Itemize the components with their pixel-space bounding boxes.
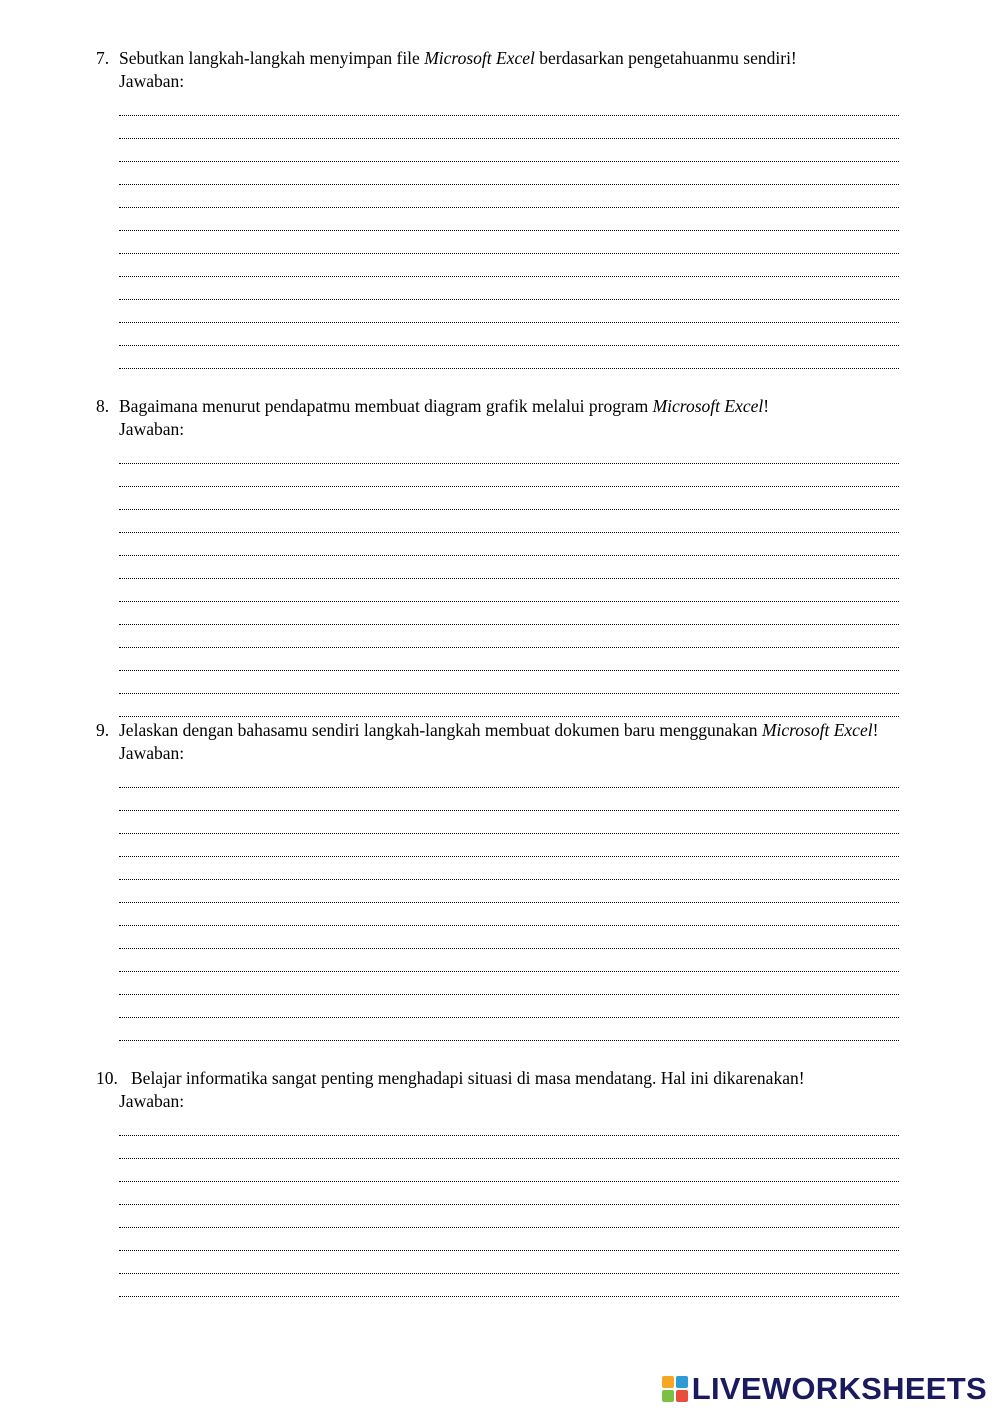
answer-dotted-line[interactable] bbox=[119, 231, 899, 254]
answer-dotted-line[interactable] bbox=[119, 602, 899, 625]
answer-dotted-line[interactable] bbox=[119, 346, 899, 369]
question-number: 9. bbox=[96, 720, 110, 740]
question-text-part: ! bbox=[763, 396, 770, 416]
answer-dotted-line[interactable] bbox=[119, 625, 899, 648]
question-text-part: berdasarkan pengetahuanmu sendiri! bbox=[534, 48, 797, 68]
question-8 bbox=[96, 395, 902, 717]
answer-dotted-line[interactable] bbox=[119, 1251, 899, 1274]
answer-dotted-line[interactable] bbox=[119, 254, 899, 277]
answer-dotted-line[interactable] bbox=[119, 579, 899, 602]
answer-dotted-line[interactable] bbox=[119, 1159, 899, 1182]
question-number: 10. bbox=[96, 1068, 118, 1088]
answer-dotted-line[interactable] bbox=[119, 694, 899, 717]
answer-dotted-line[interactable] bbox=[119, 1182, 899, 1205]
question-7 bbox=[96, 47, 902, 369]
answer-dotted-line[interactable] bbox=[119, 1113, 899, 1136]
answer-area[interactable] bbox=[96, 93, 902, 369]
answer-dotted-line[interactable] bbox=[119, 880, 899, 903]
question-text-italic: Microsoft Excel bbox=[424, 48, 535, 68]
answer-dotted-line[interactable] bbox=[119, 949, 899, 972]
answer-dotted-line[interactable] bbox=[119, 556, 899, 579]
answer-dotted-line[interactable] bbox=[119, 671, 899, 694]
answer-dotted-line[interactable] bbox=[119, 1018, 899, 1041]
answer-dotted-line[interactable] bbox=[119, 811, 899, 834]
question-9-text bbox=[96, 719, 902, 742]
question-text-italic: Microsoft Excel bbox=[652, 396, 764, 416]
answer-dotted-line[interactable] bbox=[119, 995, 899, 1018]
answer-label: Jawaban: bbox=[119, 419, 185, 439]
answer-area[interactable] bbox=[96, 441, 902, 717]
answer-area[interactable] bbox=[96, 1113, 902, 1297]
answer-dotted-line[interactable] bbox=[119, 788, 899, 811]
answer-area[interactable] bbox=[96, 765, 902, 1041]
question-text-italic: Microsoft Excel bbox=[761, 720, 873, 740]
answer-label: Jawaban: bbox=[119, 743, 185, 763]
answer-dotted-line[interactable] bbox=[119, 139, 899, 162]
answer-dotted-line[interactable] bbox=[119, 185, 899, 208]
answer-dotted-line[interactable] bbox=[119, 765, 899, 788]
answer-dotted-line[interactable] bbox=[119, 277, 899, 300]
brand-name: LIVEWORKSHEETS bbox=[691, 1371, 987, 1406]
answer-dotted-line[interactable] bbox=[119, 441, 899, 464]
answer-dotted-line[interactable] bbox=[119, 1228, 899, 1251]
answer-label: Jawaban: bbox=[119, 71, 185, 91]
answer-dotted-line[interactable] bbox=[119, 903, 899, 926]
answer-dotted-line[interactable] bbox=[119, 834, 899, 857]
liveworksheets-logo-icon bbox=[662, 1376, 688, 1402]
answer-dotted-line[interactable] bbox=[119, 208, 899, 231]
answer-dotted-line[interactable] bbox=[119, 300, 899, 323]
answer-label: Jawaban: bbox=[119, 1091, 185, 1111]
question-text-part: ! bbox=[872, 720, 879, 740]
question-7-text bbox=[96, 47, 902, 70]
question-number: 8. bbox=[96, 396, 110, 416]
question-8-text bbox=[96, 395, 902, 418]
answer-dotted-line[interactable] bbox=[119, 323, 899, 346]
question-9 bbox=[96, 719, 902, 1041]
answer-dotted-line[interactable] bbox=[119, 1274, 899, 1297]
answer-dotted-line[interactable] bbox=[119, 857, 899, 880]
liveworksheets-brand[interactable] bbox=[662, 1371, 987, 1407]
question-text-part: Belajar informatika sangat penting menghadapi situasi di masa mendatang. Hal ini dikarenakan! bbox=[131, 1068, 805, 1088]
question-10 bbox=[96, 1067, 902, 1297]
answer-dotted-line[interactable] bbox=[119, 93, 899, 116]
answer-dotted-line[interactable] bbox=[119, 116, 899, 139]
question-number: 7. bbox=[96, 48, 110, 68]
answer-dotted-line[interactable] bbox=[119, 1205, 899, 1228]
question-text-part: Jelaskan dengan bahasamu sendiri langkah-langkah membuat dokumen baru menggunakan bbox=[119, 720, 762, 740]
question-text-part: Bagaimana menurut pendapatmu membuat diagram grafik melalui program bbox=[119, 396, 653, 416]
answer-dotted-line[interactable] bbox=[119, 162, 899, 185]
answer-dotted-line[interactable] bbox=[119, 972, 899, 995]
answer-dotted-line[interactable] bbox=[119, 926, 899, 949]
answer-dotted-line[interactable] bbox=[119, 464, 899, 487]
answer-dotted-line[interactable] bbox=[119, 510, 899, 533]
question-10-text bbox=[96, 1067, 902, 1090]
question-text-part: Sebutkan langkah-langkah menyimpan file bbox=[119, 48, 425, 68]
answer-dotted-line[interactable] bbox=[119, 648, 899, 671]
answer-dotted-line[interactable] bbox=[119, 1136, 899, 1159]
answer-dotted-line[interactable] bbox=[119, 533, 899, 556]
answer-dotted-line[interactable] bbox=[119, 487, 899, 510]
